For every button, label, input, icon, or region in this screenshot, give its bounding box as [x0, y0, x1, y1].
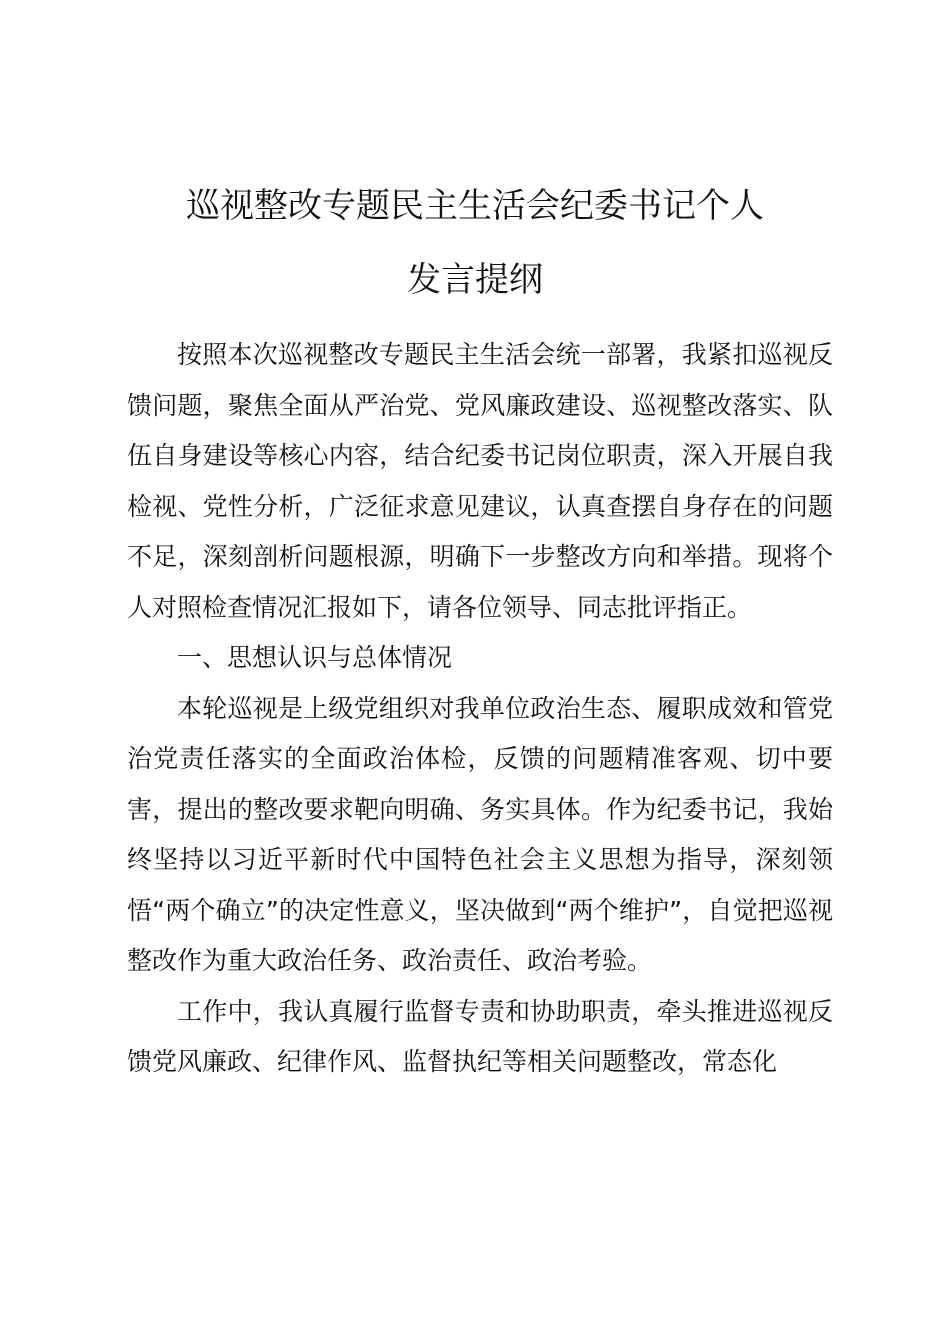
document-title-line-1: 巡视整改专题民主生活会纪委书记个人 — [186, 186, 764, 226]
body-paragraph-2: 工作中，我认真履行监督专责和协助职责，牵头推进巡视反馈党风廉政、纪律作风、监督执纪等相关问题整改，常态化 — [127, 996, 833, 1076]
body-paragraph-1: 本轮巡视是上级党组织对我单位政治生态、履职成效和管党治党责任落实的全面政治体检，反馈的问题精准客观、切中要害，提出的整改要求靶向明确、务实具体。作为纪委书记，我始终坚持以习近平新时代中国特色社会主义思想为指导，深刻领悟“两个确立”的决定性意义，坚决做到“两个维护”，自觉把巡视整改作为重大政治任务、政治责任、政治考验。 — [127, 693, 833, 975]
document-title-line-2: 发言提纲 — [407, 260, 543, 300]
intro-paragraph: 按照本次巡视整改专题民主生活会统一部署，我紧扣巡视反馈问题，聚焦全面从严治党、党风廉政建设、巡视整改落实、队伍自身建设等核心内容，结合纪委书记岗位职责，深入开展自我检视、党性分析，广泛征求意见建议，认真查摆自身存在的问题不足，深刻剖析问题根源，明确下一步整改方向和举措。现将个人对照检查情况汇报如下，请各位领导、同志批评指正。 — [127, 340, 833, 622]
document-body — [127, 330, 833, 1088]
section-heading-1: 一、思想认识与总体情况 — [177, 643, 453, 672]
